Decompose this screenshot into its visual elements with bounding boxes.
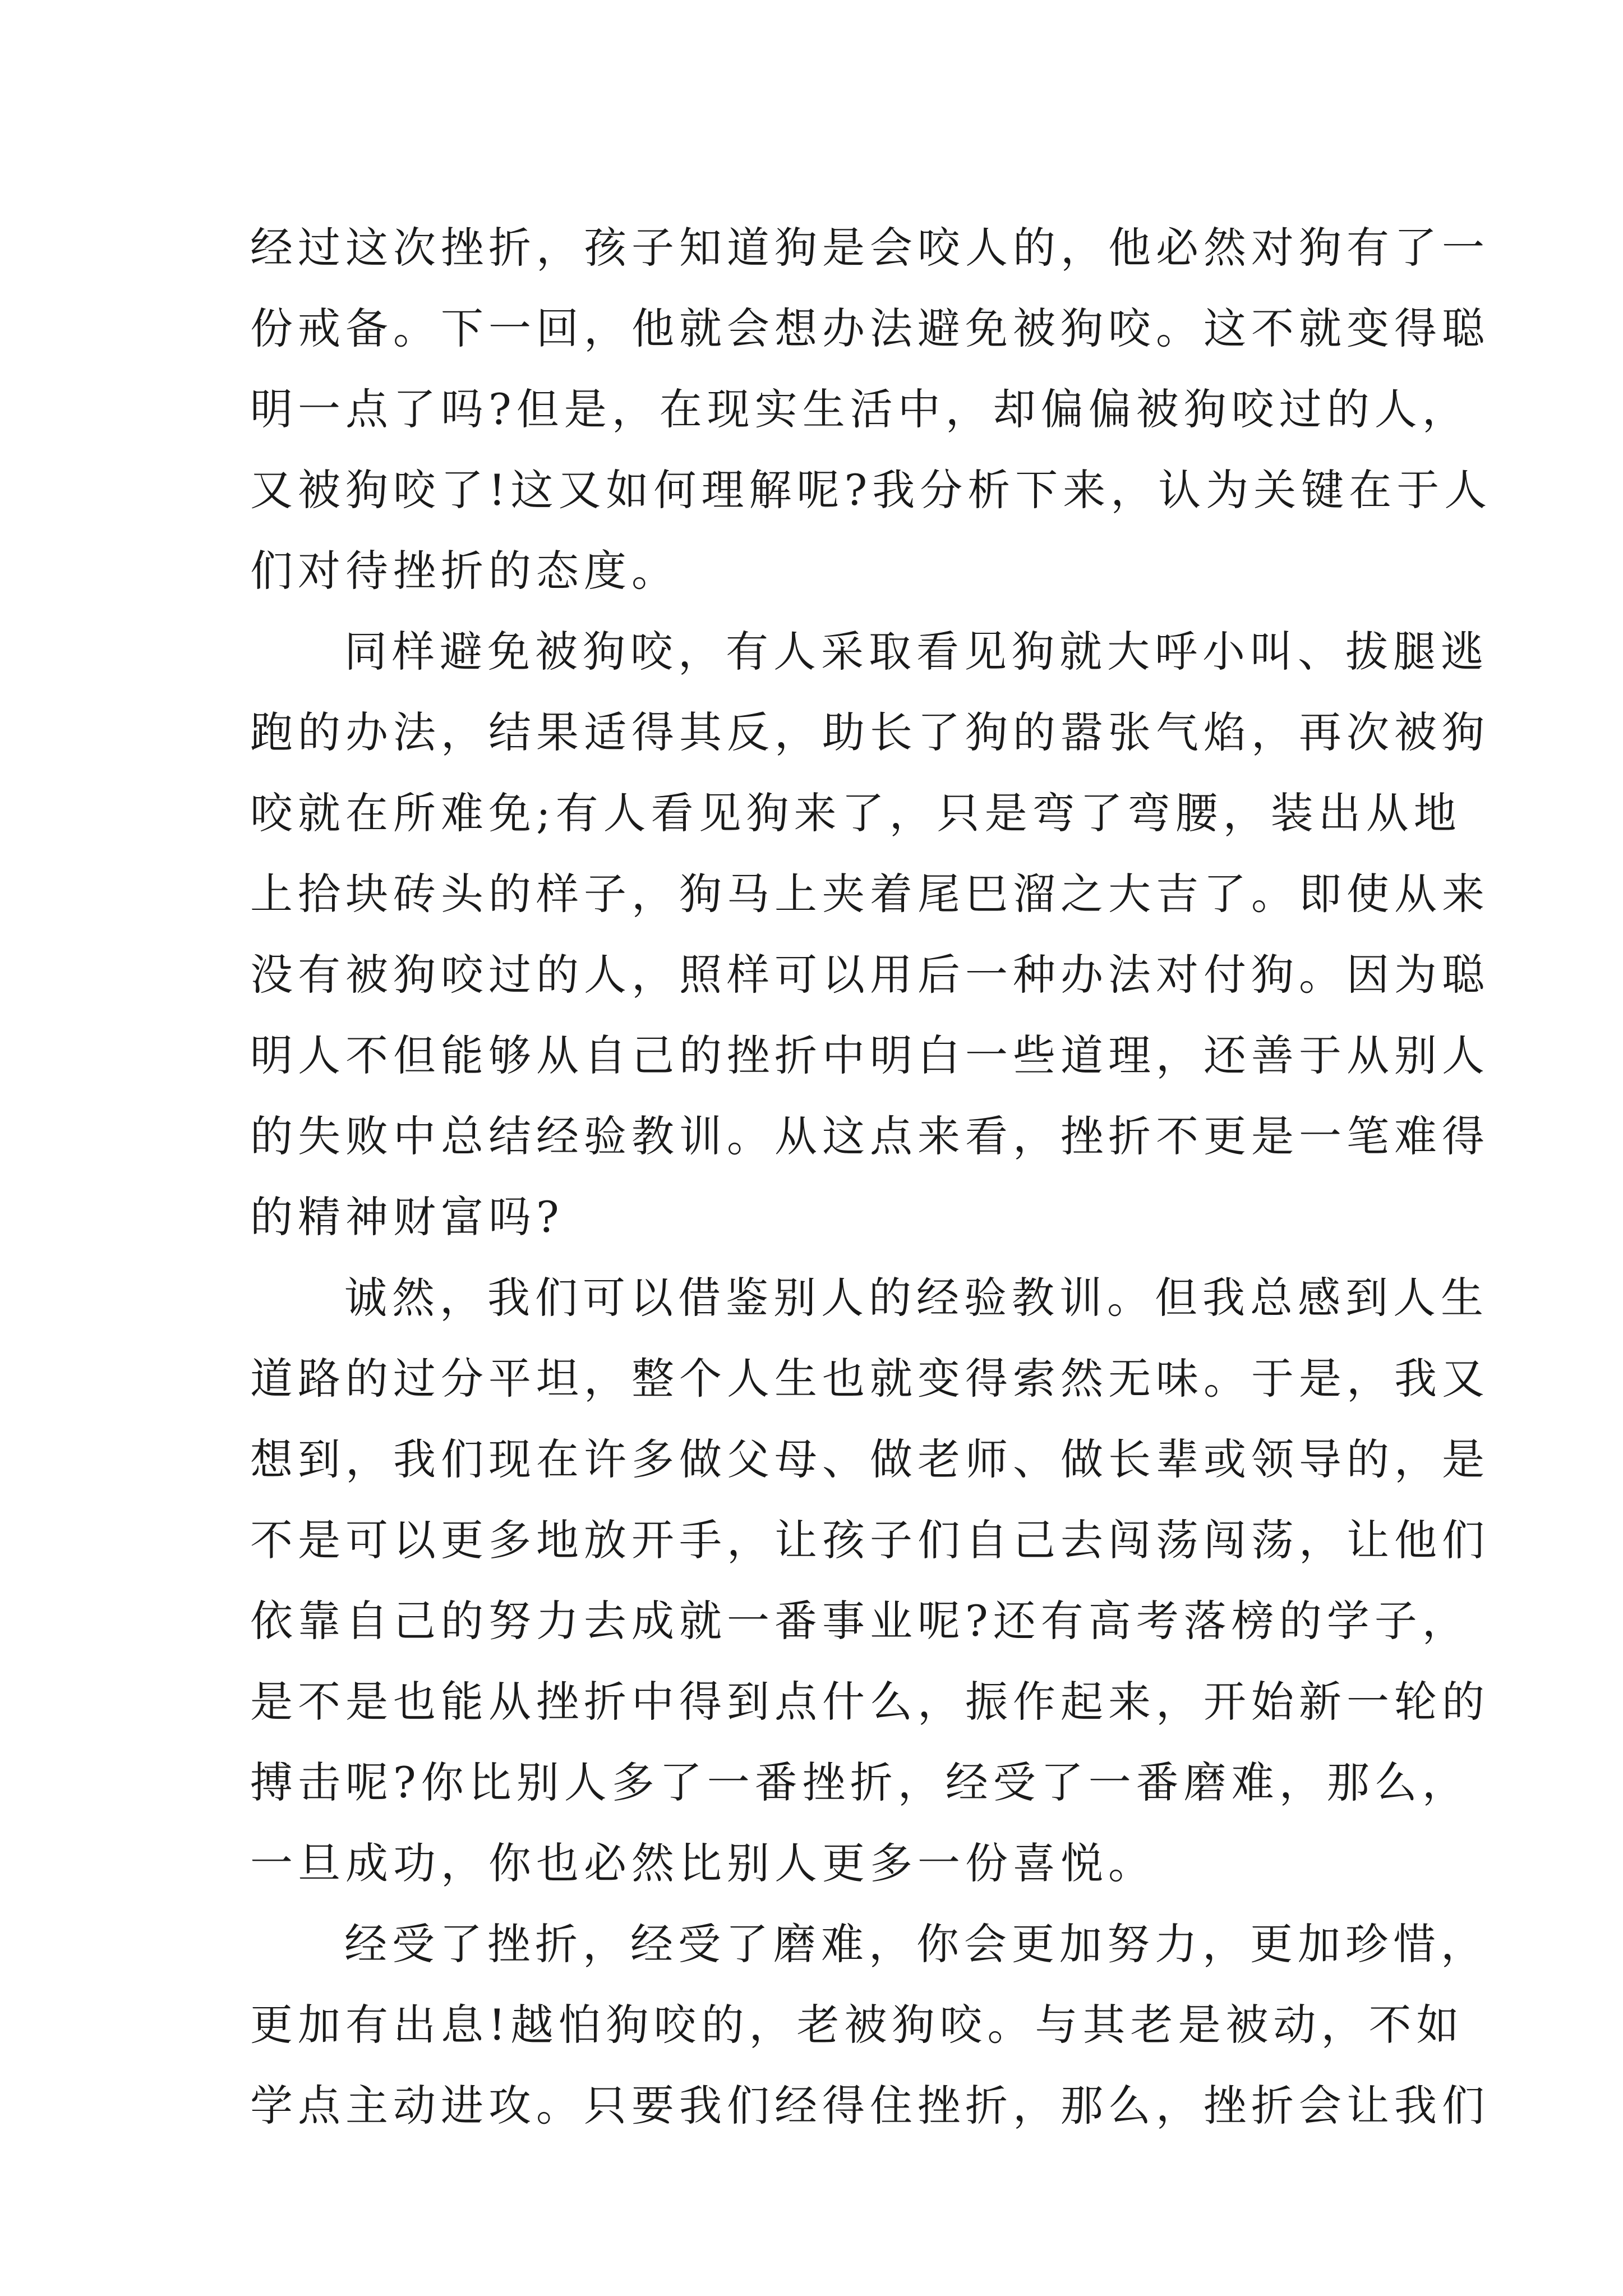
paragraph-2-line-5: 没有被狗咬过的人，照样可以用后一种办法对付狗。因为聪 — [250, 950, 1490, 1000]
paragraph-4-line-2: 更加有出息!越怕狗咬的，老被狗咬。与其老是被动，不如 — [250, 2000, 1464, 2050]
paragraph-1-line-1: 经过这次挫折，孩子知道狗是会咬人的，他必然对狗有了一 — [250, 223, 1490, 273]
paragraph-2-line-6: 明人不但能够从自己的挫折中明白一些道理，还善于从别人 — [250, 1030, 1490, 1080]
paragraph-3-line-6: 是不是也能从挫折中得到点什么，振作起来，开始新一轮的 — [250, 1677, 1490, 1727]
paragraph-3-line-4: 不是可以更多地放开手，让孩子们自己去闯荡闯荡，让他们 — [250, 1515, 1490, 1565]
paragraph-2-line-4: 上拾块砖头的样子，狗马上夹着尾巴溜之大吉了。即使从来 — [250, 869, 1490, 919]
paragraph-1-line-2: 份戒备。下一回，他就会想办法避免被狗咬。这不就变得聪 — [250, 303, 1490, 353]
paragraph-2-line-1: 同样避免被狗咬，有人采取看见狗就大呼小叫、拔腿逃 — [344, 627, 1488, 677]
paragraph-3-line-8: 一旦成功，你也必然比别人更多一份喜悦。 — [250, 1838, 1156, 1888]
paragraph-3-line-5: 依靠自己的努力去成就一番事业呢?还有高考落榜的学子， — [250, 1596, 1470, 1646]
paragraph-1-line-5: 们对待挫折的态度。 — [250, 546, 679, 596]
paragraph-2-line-2: 跑的办法，结果适得其反，助长了狗的嚣张气焰，再次被狗 — [250, 707, 1490, 757]
paragraph-3-line-2: 道路的过分平坦，整个人生也就变得索然无味。于是，我又 — [250, 1354, 1490, 1404]
paragraph-3-line-7: 搏击呢?你比别人多了一番挫折，经受了一番磨难，那么， — [250, 1757, 1470, 1807]
paragraph-4-line-3: 学点主动进攻。只要我们经得住挫折，那么，挫折会让我们 — [250, 2081, 1490, 2131]
paragraph-2-line-8: 的精神财富吗? — [250, 1192, 564, 1242]
paragraph-1-line-4: 又被狗咬了!这又如何理解呢?我分析下来，认为关键在于人 — [250, 465, 1492, 515]
paragraph-2-line-3: 咬就在所难免;有人看见狗来了，只是弯了弯腰，装出从地 — [250, 788, 1461, 838]
paragraph-3-line-1: 诚然，我们可以借鉴别人的经验教训。但我总感到人生 — [344, 1273, 1488, 1323]
document-body — [250, 208, 1492, 2146]
paragraph-3-line-3: 想到，我们现在许多做父母、做老师、做长辈或领导的，是 — [250, 1434, 1490, 1484]
paragraph-2-line-7: 的失败中总结经验教训。从这点来看，挫折不更是一笔难得 — [250, 1111, 1490, 1161]
paragraph-4-line-1: 经受了挫折，经受了磨难，你会更加努力，更加珍惜， — [344, 1919, 1488, 1969]
paragraph-1-line-3: 明一点了吗?但是，在现实生活中，却偏偏被狗咬过的人， — [250, 384, 1470, 434]
